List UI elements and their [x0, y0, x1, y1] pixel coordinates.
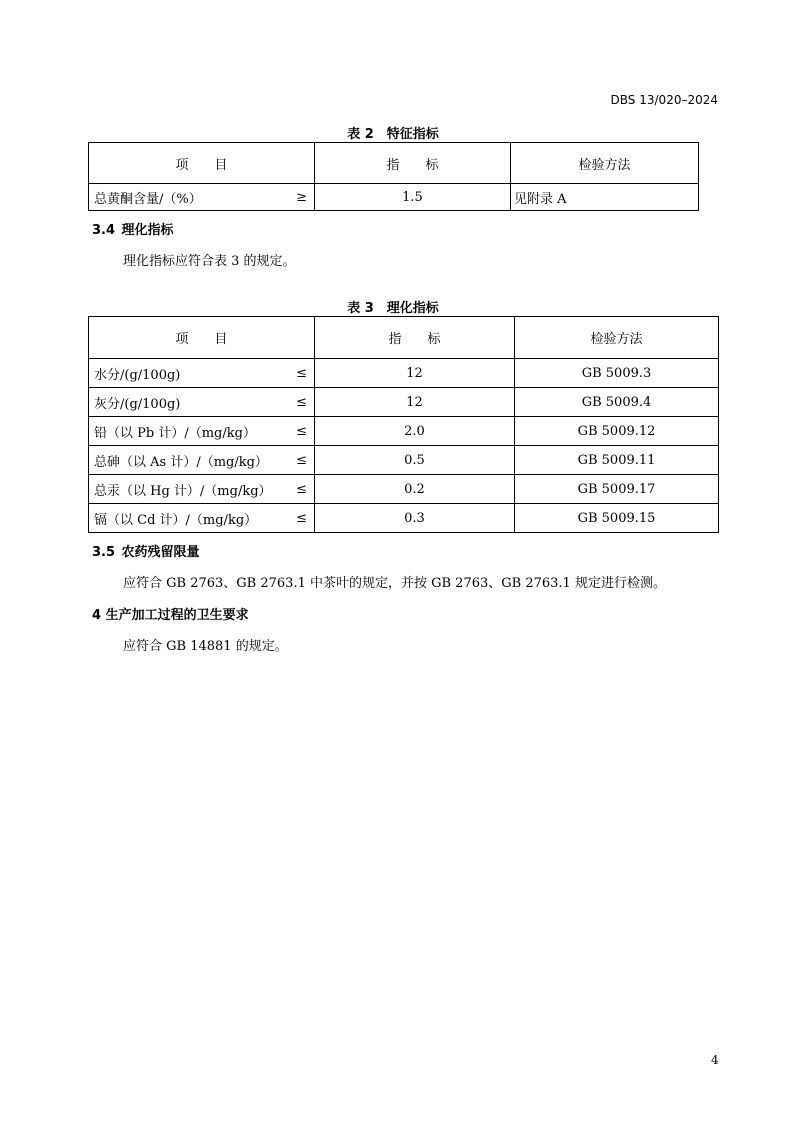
column-header-method: 检验方法	[511, 143, 699, 184]
value-cell: 0.2	[315, 475, 515, 504]
table-header-row	[89, 143, 699, 184]
comparison-symbol: ≤	[296, 365, 307, 381]
section-3-5-heading: 3.5 农药残留限量	[92, 545, 200, 560]
value-cell: 12	[315, 359, 515, 388]
table-row	[89, 359, 719, 388]
method-cell: GB 5009.3	[515, 359, 719, 388]
item-label: 总黄酮含量/（%）	[94, 191, 202, 207]
column-header-method: 检验方法	[515, 317, 719, 359]
comparison-symbol: ≤	[296, 394, 307, 410]
table-row	[89, 446, 719, 475]
table3-caption: 表 3 理化指标	[347, 301, 439, 316]
value-cell: 0.3	[315, 504, 515, 533]
table2-caption: 表 2 特征指标	[347, 127, 439, 142]
method-cell: 见附录 A	[511, 184, 699, 211]
item-cell	[89, 388, 315, 417]
table-row	[89, 388, 719, 417]
comparison-symbol: ≤	[296, 481, 307, 497]
table-header-row	[89, 317, 719, 359]
value-cell: 12	[315, 388, 515, 417]
column-header-index: 指 标	[315, 143, 511, 184]
method-cell: GB 5009.15	[515, 504, 719, 533]
table3	[88, 316, 719, 533]
method-cell: GB 5009.12	[515, 417, 719, 446]
table2	[88, 142, 699, 211]
section-4-heading: 4 生产加工过程的卫生要求	[92, 608, 249, 623]
method-cell: GB 5009.4	[515, 388, 719, 417]
section-3-4-text: 理化指标应符合表 3 的规定。	[123, 254, 296, 269]
section-4-text: 应符合 GB 14881 的规定。	[123, 639, 288, 654]
column-header-item: 项 目	[89, 317, 315, 359]
comparison-symbol: ≥	[296, 189, 307, 205]
table-row	[89, 417, 719, 446]
section-3-4-heading: 3.4 理化指标	[92, 223, 174, 238]
item-label: 总汞（以 Hg 计）/（mg/kg）	[94, 483, 272, 499]
item-cell	[89, 504, 315, 533]
value-cell: 2.0	[315, 417, 515, 446]
item-cell	[89, 184, 315, 211]
value-cell: 1.5	[315, 184, 511, 211]
section-3-5-text: 应符合 GB 2763、GB 2763.1 中茶叶的规定，并按 GB 2763、GB 2763.1 规定进行检测。	[123, 576, 666, 591]
item-label: 镉（以 Cd 计）/（mg/kg）	[94, 512, 258, 528]
value-cell: 0.5	[315, 446, 515, 475]
item-cell	[89, 417, 315, 446]
item-label: 灰分/(g/100g)	[94, 396, 181, 412]
method-cell: GB 5009.17	[515, 475, 719, 504]
method-cell: GB 5009.11	[515, 446, 719, 475]
item-label: 铅（以 Pb 计）/（mg/kg）	[94, 425, 256, 441]
table-row	[89, 504, 719, 533]
column-header-item: 项 目	[89, 143, 315, 184]
item-label: 总砷（以 As 计）/（mg/kg）	[94, 454, 268, 470]
table-row	[89, 184, 699, 211]
comparison-symbol: ≤	[296, 423, 307, 439]
item-cell	[89, 446, 315, 475]
page-number: 4	[711, 1053, 719, 1067]
item-cell	[89, 359, 315, 388]
comparison-symbol: ≤	[296, 452, 307, 468]
item-label: 水分/(g/100g)	[94, 367, 181, 383]
column-header-index: 指 标	[315, 317, 515, 359]
table-row	[89, 475, 719, 504]
comparison-symbol: ≤	[296, 510, 307, 526]
item-cell	[89, 475, 315, 504]
document-code: DBS 13/020–2024	[610, 93, 718, 107]
